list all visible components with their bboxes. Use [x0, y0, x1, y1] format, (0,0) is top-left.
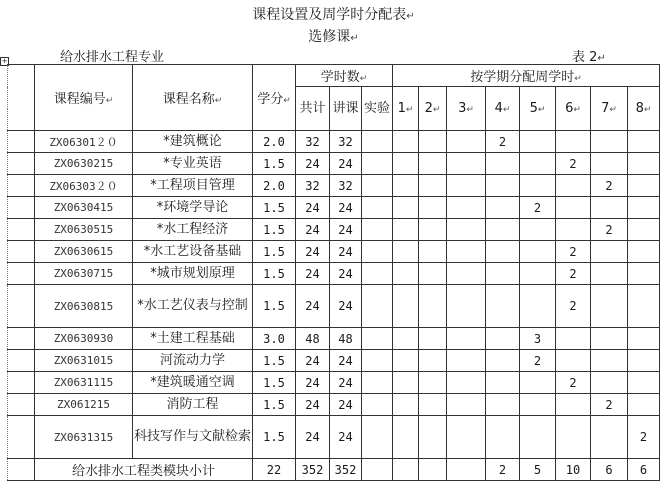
semester-2-hours	[419, 372, 447, 394]
header-hours: 学时数↵	[296, 65, 393, 87]
course-hours-lab	[362, 131, 393, 153]
course-credit: 2.0	[253, 175, 296, 197]
header-semester-8: 8↵	[628, 87, 660, 131]
course-credit: 1.5	[253, 372, 296, 394]
course-code: ZX06301２０	[35, 131, 133, 153]
table-move-handle-icon[interactable]: +	[1, 57, 8, 65]
semester-2-hours	[419, 350, 447, 372]
left-blank-cell	[8, 416, 35, 459]
course-code: ZX0630215	[35, 153, 133, 175]
course-hours-lecture: 24	[330, 219, 362, 241]
semester-6-hours	[556, 131, 591, 153]
semester-4-hours	[486, 372, 520, 394]
semester-7-hours: 2	[591, 219, 628, 241]
semester-5-hours	[520, 285, 556, 328]
left-blank-cell	[8, 197, 35, 219]
semester-5-hours	[520, 219, 556, 241]
subtotal-semester-1	[393, 459, 419, 481]
table-row	[8, 328, 660, 350]
semester-1-hours	[393, 131, 419, 153]
semester-7-hours	[591, 241, 628, 263]
header-semester-1: 1↵	[393, 87, 419, 131]
semester-2-hours	[419, 263, 447, 285]
header-row-1	[8, 65, 660, 87]
semester-4-hours	[486, 394, 520, 416]
course-hours-total: 24	[296, 263, 330, 285]
course-hours-lab	[362, 350, 393, 372]
subtotal-semester-7: 6	[591, 459, 628, 481]
semester-4-hours	[486, 241, 520, 263]
course-credit: 1.5	[253, 241, 296, 263]
semester-8-hours	[628, 372, 660, 394]
semester-5-hours: 2	[520, 350, 556, 372]
semester-6-hours	[556, 350, 591, 372]
semester-1-hours	[393, 394, 419, 416]
semester-2-hours	[419, 241, 447, 263]
left-blank-cell	[8, 65, 35, 131]
semester-1-hours	[393, 263, 419, 285]
semester-3-hours	[447, 350, 486, 372]
table-row	[8, 394, 660, 416]
course-code: ZX06303２０	[35, 175, 133, 197]
semester-3-hours	[447, 153, 486, 175]
left-blank-cell	[8, 328, 35, 350]
semester-4-hours: 2	[486, 131, 520, 153]
course-hours-lecture: 24	[330, 350, 362, 372]
course-credit: 2.0	[253, 131, 296, 153]
semester-5-hours: 3	[520, 328, 556, 350]
course-code: ZX061215	[35, 394, 133, 416]
semester-1-hours	[393, 197, 419, 219]
course-name: 河流动力学	[133, 350, 253, 372]
semester-1-hours	[393, 350, 419, 372]
semester-1-hours	[393, 219, 419, 241]
header-semester-2: 2↵	[419, 87, 447, 131]
table-row	[8, 285, 660, 328]
course-name: *水工程经济	[133, 219, 253, 241]
semester-5-hours	[520, 416, 556, 459]
semester-3-hours	[447, 131, 486, 153]
semester-5-hours	[520, 372, 556, 394]
semester-6-hours	[556, 394, 591, 416]
course-name: *水工艺设备基础	[133, 241, 253, 263]
header-hours-lab: 实验	[362, 87, 393, 131]
semester-4-hours	[486, 328, 520, 350]
semester-3-hours	[447, 197, 486, 219]
course-hours-lecture: 24	[330, 263, 362, 285]
semester-3-hours	[447, 328, 486, 350]
subtotal-semester-3	[447, 459, 486, 481]
semester-6-hours: 2	[556, 372, 591, 394]
semester-2-hours	[419, 285, 447, 328]
semester-8-hours	[628, 175, 660, 197]
course-code: ZX0631315	[35, 416, 133, 459]
table-row	[8, 416, 660, 459]
semester-6-hours: 2	[556, 153, 591, 175]
semester-4-hours	[486, 263, 520, 285]
course-hours-total: 32	[296, 131, 330, 153]
course-credit: 1.5	[253, 197, 296, 219]
semester-4-hours	[486, 285, 520, 328]
left-blank-cell	[8, 219, 35, 241]
subtotal-semester-4: 2	[486, 459, 520, 481]
left-blank-cell	[8, 394, 35, 416]
left-blank-cell	[8, 263, 35, 285]
semester-5-hours	[520, 394, 556, 416]
course-hours-lab	[362, 416, 393, 459]
semester-1-hours	[393, 285, 419, 328]
course-credit: 1.5	[253, 350, 296, 372]
semester-4-hours	[486, 153, 520, 175]
course-code: ZX0630615	[35, 241, 133, 263]
header-semester-3: 3↵	[447, 87, 486, 131]
subtotal-semester-8: 6	[628, 459, 660, 481]
course-credit: 3.0	[253, 328, 296, 350]
semester-7-hours	[591, 350, 628, 372]
semester-4-hours	[486, 197, 520, 219]
semester-3-hours	[447, 175, 486, 197]
subtotal-semester-5: 5	[520, 459, 556, 481]
subtotal-label: 给水排水工程类模块小计	[35, 459, 253, 481]
header-semester-6: 6↵	[556, 87, 591, 131]
course-code: ZX0630415	[35, 197, 133, 219]
semester-7-hours	[591, 372, 628, 394]
header-course-name: 课程名称↵	[133, 65, 253, 131]
semester-2-hours	[419, 175, 447, 197]
course-hours-total: 24	[296, 285, 330, 328]
course-hours-lecture: 24	[330, 285, 362, 328]
table-row	[8, 175, 660, 197]
subtotal-hours-lecture: 352	[330, 459, 362, 481]
semester-6-hours: 2	[556, 263, 591, 285]
left-blank-cell	[8, 350, 35, 372]
subtotal-semester-2	[419, 459, 447, 481]
left-blank-cell	[8, 131, 35, 153]
semester-8-hours	[628, 328, 660, 350]
header-course-code: 课程编号↵	[35, 65, 133, 131]
semester-2-hours	[419, 131, 447, 153]
course-hours-total: 24	[296, 241, 330, 263]
semester-2-hours	[419, 153, 447, 175]
course-hours-lecture: 24	[330, 416, 362, 459]
subtotal-semester-6: 10	[556, 459, 591, 481]
course-name: *建筑暖通空调	[133, 372, 253, 394]
semester-6-hours	[556, 416, 591, 459]
semester-8-hours	[628, 350, 660, 372]
course-hours-lecture: 24	[330, 241, 362, 263]
course-name: 消防工程	[133, 394, 253, 416]
course-credit: 1.5	[253, 219, 296, 241]
course-hours-lab	[362, 394, 393, 416]
course-hours-lab	[362, 328, 393, 350]
subtotal-row	[8, 459, 660, 481]
course-hours-total: 24	[296, 219, 330, 241]
semester-8-hours	[628, 241, 660, 263]
course-hours-total: 24	[296, 197, 330, 219]
course-name: *工程项目管理	[133, 175, 253, 197]
semester-1-hours	[393, 416, 419, 459]
table-row	[8, 241, 660, 263]
semester-1-hours	[393, 372, 419, 394]
left-blank-cell	[8, 459, 35, 481]
header-semester-distribution: 按学期分配周学时↵	[393, 65, 660, 87]
semester-3-hours	[447, 263, 486, 285]
subtotal-hours-lab	[362, 459, 393, 481]
semester-5-hours	[520, 241, 556, 263]
semester-7-hours	[591, 131, 628, 153]
semester-3-hours	[447, 219, 486, 241]
semester-6-hours	[556, 175, 591, 197]
document-subtitle: 选修课↵	[308, 29, 359, 45]
course-name: *土建工程基础	[133, 328, 253, 350]
course-name: *专业英语	[133, 153, 253, 175]
semester-2-hours	[419, 394, 447, 416]
semester-1-hours	[393, 328, 419, 350]
course-hours-lecture: 24	[330, 153, 362, 175]
semester-6-hours	[556, 328, 591, 350]
semester-5-hours: 2	[520, 197, 556, 219]
course-hours-lab	[362, 241, 393, 263]
semester-6-hours	[556, 219, 591, 241]
header-semester-5: 5↵	[520, 87, 556, 131]
course-name: *城市规划原理	[133, 263, 253, 285]
table-row	[8, 153, 660, 175]
semester-8-hours	[628, 394, 660, 416]
semester-7-hours: 2	[591, 394, 628, 416]
semester-8-hours	[628, 153, 660, 175]
semester-8-hours	[628, 219, 660, 241]
course-hours-lecture: 32	[330, 131, 362, 153]
header-semester-4: 4↵	[486, 87, 520, 131]
course-credit: 1.5	[253, 416, 296, 459]
semester-3-hours	[447, 241, 486, 263]
semester-5-hours	[520, 263, 556, 285]
course-code: ZX0631115	[35, 372, 133, 394]
semester-8-hours	[628, 131, 660, 153]
course-hours-total: 24	[296, 372, 330, 394]
left-blank-cell	[8, 372, 35, 394]
course-name: *环境学导论	[133, 197, 253, 219]
left-blank-cell	[8, 285, 35, 328]
course-hours-lab	[362, 175, 393, 197]
left-blank-cell	[8, 153, 35, 175]
semester-2-hours	[419, 416, 447, 459]
course-code: ZX0630515	[35, 219, 133, 241]
course-hours-lecture: 24	[330, 372, 362, 394]
semester-8-hours	[628, 285, 660, 328]
semester-4-hours	[486, 175, 520, 197]
course-hours-total: 32	[296, 175, 330, 197]
left-blank-cell	[8, 241, 35, 263]
semester-2-hours	[419, 328, 447, 350]
course-hours-lab	[362, 197, 393, 219]
course-credit: 1.5	[253, 394, 296, 416]
course-code: ZX0631015	[35, 350, 133, 372]
semester-8-hours	[628, 197, 660, 219]
course-credit: 1.5	[253, 153, 296, 175]
semester-6-hours: 2	[556, 285, 591, 328]
subtotal-credit: 22	[253, 459, 296, 481]
course-hours-lab	[362, 372, 393, 394]
header-hours-total: 共计	[296, 87, 330, 131]
header-semester-7: 7↵	[591, 87, 628, 131]
semester-3-hours	[447, 416, 486, 459]
semester-7-hours	[591, 285, 628, 328]
course-credit: 1.5	[253, 263, 296, 285]
course-hours-lab	[362, 263, 393, 285]
semester-5-hours	[520, 131, 556, 153]
semester-7-hours	[591, 263, 628, 285]
semester-7-hours	[591, 197, 628, 219]
semester-3-hours	[447, 394, 486, 416]
course-hours-lecture: 24	[330, 394, 362, 416]
course-hours-total: 24	[296, 350, 330, 372]
course-code: ZX0630815	[35, 285, 133, 328]
semester-8-hours	[628, 263, 660, 285]
document-title: 课程设置及周学时分配表↵	[252, 7, 415, 23]
semester-1-hours	[393, 153, 419, 175]
semester-6-hours: 2	[556, 241, 591, 263]
course-hours-lab	[362, 153, 393, 175]
left-blank-cell	[8, 175, 35, 197]
course-hours-lecture: 48	[330, 328, 362, 350]
course-name: *建筑概论	[133, 131, 253, 153]
semester-6-hours	[556, 197, 591, 219]
semester-3-hours	[447, 372, 486, 394]
course-code: ZX0630715	[35, 263, 133, 285]
semester-1-hours	[393, 241, 419, 263]
course-hours-lecture: 32	[330, 175, 362, 197]
course-code: ZX0630930	[35, 328, 133, 350]
semester-5-hours	[520, 175, 556, 197]
course-credit: 1.5	[253, 285, 296, 328]
course-hours-lecture: 24	[330, 197, 362, 219]
semester-7-hours	[591, 153, 628, 175]
table-row	[8, 263, 660, 285]
table-row	[8, 197, 660, 219]
semester-7-hours	[591, 328, 628, 350]
semester-7-hours	[591, 416, 628, 459]
semester-1-hours	[393, 175, 419, 197]
semester-8-hours: 2	[628, 416, 660, 459]
subtotal-hours-total: 352	[296, 459, 330, 481]
course-hours-total: 48	[296, 328, 330, 350]
semester-4-hours	[486, 219, 520, 241]
semester-4-hours	[486, 416, 520, 459]
table-row	[8, 350, 660, 372]
table-row	[8, 131, 660, 153]
header-credit: 学分↵	[253, 65, 296, 131]
semester-4-hours	[486, 350, 520, 372]
semester-3-hours	[447, 285, 486, 328]
table-row	[8, 372, 660, 394]
semester-5-hours	[520, 153, 556, 175]
course-table	[7, 64, 660, 481]
course-hours-total: 24	[296, 416, 330, 459]
course-hours-lab	[362, 219, 393, 241]
semester-7-hours: 2	[591, 175, 628, 197]
course-hours-lab	[362, 285, 393, 328]
course-hours-total: 24	[296, 153, 330, 175]
course-name: *水工艺仪表与控制	[133, 285, 253, 328]
header-hours-lecture: 讲课	[330, 87, 362, 131]
table-row	[8, 219, 660, 241]
semester-2-hours	[419, 219, 447, 241]
table-number: 表 2↵	[572, 50, 606, 65]
semester-2-hours	[419, 197, 447, 219]
major-name: 给水排水工程专业	[60, 50, 165, 65]
course-hours-total: 24	[296, 394, 330, 416]
course-name: 科技写作与文献检索	[133, 416, 253, 459]
